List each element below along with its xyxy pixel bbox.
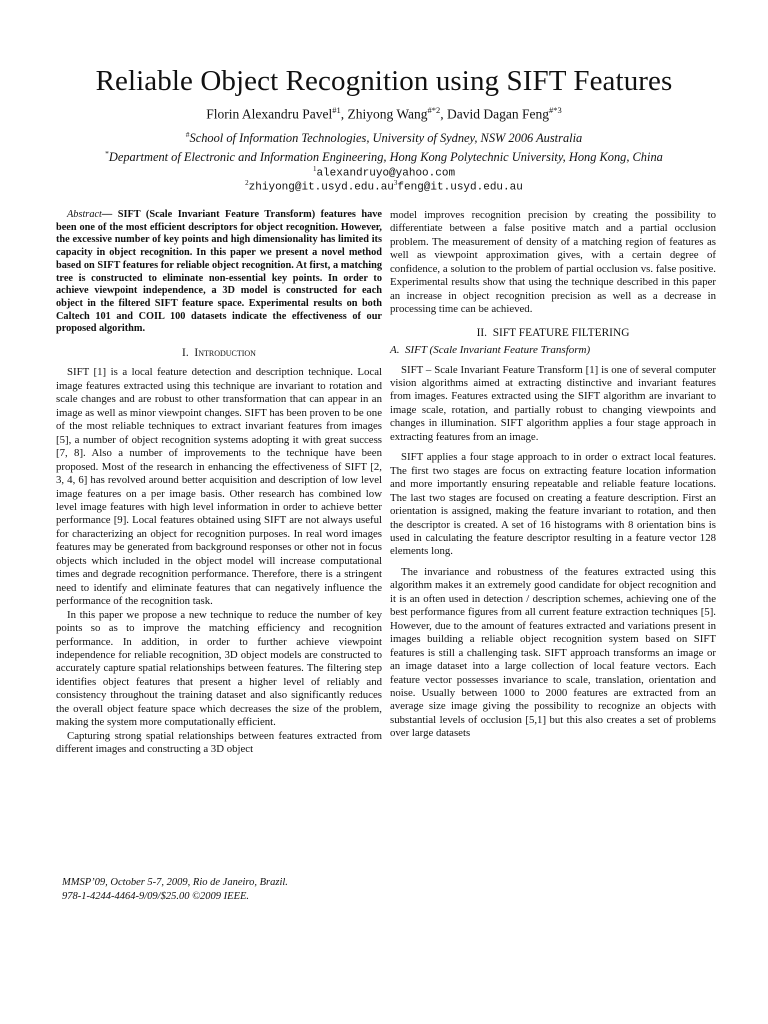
paragraph: SIFT [1] is a local feature detection and description technique. Local image features extracted using this technique are invariant to rotation and scale changes and are robust to other transformation that can appear in an image as well as minor viewpoint changes. SIFT has been proven to be one of the most reliable techniques to extract invariant features from images [5], a number of object recognition systems adopting it with great success [7, 8]. Also a number of improvements to the technique have been proposed. Most of the research in enhancing the effectiveness of SIFT [2, 3, 4, 6] has revolved around better acquisition and description of low level image features on a per image basis. Other research has combined low level image features with high level information in order to achieve better performance [9]. Local features obtained using SIFT are not always useful for characterizing an object for recognition purposes. In real word images features may be generated from background responses or other not in focus objects which included in the object model will increase computational times and degrade recognition performance. Therefore, there is a stringent need to identify and eliminate features that can negatively influence the performance of the recognition task. — [56, 366, 382, 608]
footer-line: 978-1-4244-4464-9/09/$25.00 ©2009 IEEE. — [62, 890, 250, 902]
abstract-text: SIFT (Scale Invariant Feature Transform) features have been one of the most efficient descriptors for object recognition. However, the excessive number of key points and high dimensionality has limited its capacity in object recognition. In this paper we present a novel method based on SIFT features for reliable object recognition. At first, a matching tree is constructed to eliminate non-essential key points. In order to achieve viewpoint independence, a 3D model is constructed for each object in the filtered SIFT feature space. Experimental results on both Caltech 101 and COIL 100 datasets indicate the effectiveness of our proposed algorithm. — [56, 209, 382, 335]
affiliation-mark: # — [185, 130, 190, 139]
subsection-heading — [390, 344, 716, 357]
paragraph: SIFT – Scale Invariant Feature Transform [1] is one of several computer vision algorithms aimed at extracting distinctive and invariant features from images. Features extracted using the SIFT algorithm are invariant to image scale, rotation, and partially robust to changing viewpoints and changes in illumination. SIFT algorithm applies a four stage approach in extracting features from an image. — [390, 363, 716, 443]
email-mark: 1 — [312, 165, 317, 173]
abstract — [56, 209, 382, 336]
author-mark: #1 — [332, 105, 341, 115]
author-list: Florin Alexandru Pavel$^{\#1}$, Zhiyong Wang$^{\#*2}$, David Dagan Feng$^{\#*3}$ — [206, 105, 562, 122]
abstract-label: Abstract — [67, 209, 102, 220]
email-address: zhiyong@it.usyd.edu.au — [248, 181, 394, 194]
section-number: I. — [182, 347, 189, 360]
section-heading — [390, 327, 716, 340]
email-line — [40, 177, 728, 195]
subsection-title: SIFT (Scale Invariant Feature Transform) — [404, 344, 591, 357]
paragraph: The invariance and robustness of the features extracted using this algorithm makes it an extremely good candidate for object recognition and it is an often used in detection / description schemes, achieving one of the best performance figures from all current feature extraction techniques [5]. However, due to the amount of features extracted and variations present in images building a reliable object recognition system based on SIFT features is still a challenging task. SIFT approach transforms an image or an image dataset into a large collection of local feature vectors. Each feature vector possesses invariance to scale, translation, orientation and noise. Usually between 1000 to 2000 features are extracted from an average size image giving the possibility to recognize an objects with substantial levels of occlusion [5,1] but this also creates a set of problems over large datasets — [390, 565, 716, 740]
paragraph: In this paper we propose a new technique to reduce the number of key points so as to improve the matching efficiency and recognition performance. In addition, in order to further achieve viewpoint independence for reliable recognition, 3D object models are constructed to accurately capture spatial relationships between features. The filtering step identifies object features that present a higher level of reliably and consistency throughout the training dataset and also significantly reduces the overall object feature space which decreases the size of the problem, making the system more computationally efficient. — [56, 608, 382, 729]
left-column — [56, 209, 382, 757]
paper-title: Reliable Object Recognition using SIFT Features — [95, 65, 673, 97]
author-name: David Dagan Feng — [447, 106, 549, 122]
right-column — [390, 209, 716, 741]
footer-line: MMSP’09, October 5-7, 2009, Rio de Janeiro, Brazil. — [62, 877, 288, 888]
email-mark: 3 — [393, 179, 398, 187]
conference-footer — [62, 876, 288, 903]
paragraph: model improves recognition precision by creating the possibility to differentiate between a false positive match and a partial occlusion problem. The measurement of density of a matching region of features as well as viewpoint approximation gives, with a certain degree of confidence, a solution to the problem of partial occlusion vs. false positive. Experimental results show that using the technique described in this paper an increase in object recognition precision as well as a decrease in processing time can be achieved. — [390, 209, 716, 316]
section-title-rest: ntroduction — [198, 347, 256, 360]
section-heading — [56, 347, 382, 360]
affiliation — [40, 127, 728, 146]
email-mark: 2 — [245, 179, 249, 187]
email-address: feng@it.usyd.edu.au — [397, 181, 523, 194]
author-mark: #*3 — [549, 105, 562, 115]
abstract-dash: — — [101, 209, 118, 220]
affiliation-text: School of Information Technologies, University of Sydney, NSW 2006 Australia — [189, 131, 583, 146]
subsection-letter: A. — [390, 344, 400, 357]
email-address: alexandruyo@yahoo.com — [316, 167, 456, 180]
paragraph: Capturing strong spatial relationships between features extracted from different images and constructing a 3D object — [56, 729, 382, 756]
affiliation-mark: * — [105, 149, 109, 158]
section-number: II. — [476, 326, 488, 339]
author-mark: #*2 — [427, 105, 441, 115]
paragraph: SIFT applies a four stage approach to in order o extract local features. The first two stages are focus on extracting feature location information and more importantly ensuring repeatable and reliable feature locations. The last two stages are focused on creating a feature description. First an orientation is assigned, making the feature invariant to rotation, and then the descriptor is created. A set of 16 histograms with 8 orientation bins is used in calculating the feature descriptor resulting in a feature vector 128 elements long. — [390, 451, 716, 558]
author-name: Florin Alexandru Pavel — [206, 106, 333, 122]
section-title-initial: I — [194, 347, 199, 360]
affiliation-text: Department of Electronic and Information Engineering, Hong Kong Polytechnic University, Hong Kong, China — [108, 150, 663, 165]
author-name: Zhiyong Wang — [347, 106, 428, 122]
section-title: SIFT FEATURE FILTERING — [492, 326, 630, 339]
